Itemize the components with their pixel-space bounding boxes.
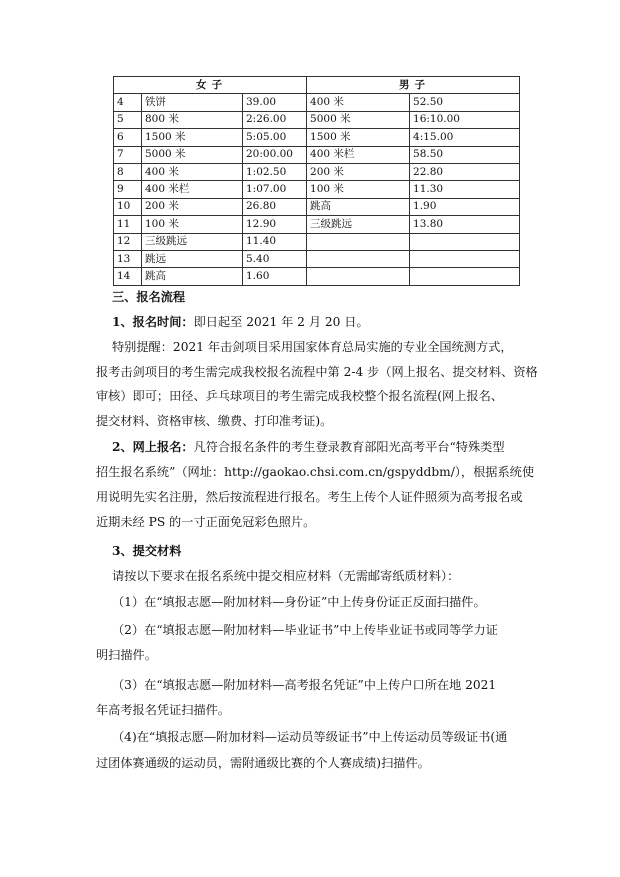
grade-standards-table bbox=[113, 76, 520, 286]
male-event: 100 米 bbox=[307, 181, 410, 198]
table-row bbox=[114, 146, 520, 163]
table-row bbox=[114, 250, 520, 267]
section-heading: 三、报名流程 bbox=[112, 290, 186, 304]
row-number: 13 bbox=[114, 250, 142, 267]
male-score: 16:10.00 bbox=[410, 111, 520, 128]
table-row bbox=[114, 163, 520, 180]
online-registration-label: 2、网上报名： bbox=[112, 440, 194, 454]
material-item-2-line-2: 明扫描件。 bbox=[96, 648, 157, 662]
male-score: 22.80 bbox=[410, 163, 520, 180]
female-score: 2:26.00 bbox=[243, 111, 307, 128]
table-row bbox=[114, 216, 520, 233]
material-item-1: （1）在“填报志愿—附加材料—身份证”中上传身份证正反面扫描件。 bbox=[112, 595, 486, 609]
table-row bbox=[114, 268, 520, 285]
table-row bbox=[114, 94, 520, 111]
male-event bbox=[307, 250, 410, 267]
male-score bbox=[410, 250, 520, 267]
notice-line-4: 提交材料、资格审核、缴费、打印准考证)。 bbox=[96, 414, 333, 428]
male-score: 1.90 bbox=[410, 198, 520, 215]
female-event: 跳高 bbox=[142, 268, 243, 285]
female-event: 铁饼 bbox=[142, 94, 243, 111]
female-event: 200 米 bbox=[142, 198, 243, 215]
female-score: 39.00 bbox=[243, 94, 307, 111]
table-row bbox=[114, 111, 520, 128]
row-number: 8 bbox=[114, 163, 142, 180]
material-item-3-line-1: （3）在“填报志愿—附加材料—高考报名凭证”中上传户口所在地 2021 bbox=[112, 678, 497, 692]
female-event: 1500 米 bbox=[142, 129, 243, 146]
female-score: 1:02.50 bbox=[243, 163, 307, 180]
notice-line-3: 审核）即可；田径、乒乓球项目的考生需完成我校整个报名流程(网上报名、 bbox=[96, 389, 503, 403]
male-event: 5000 米 bbox=[307, 111, 410, 128]
female-event: 400 米 bbox=[142, 163, 243, 180]
male-score: 11.30 bbox=[410, 181, 520, 198]
male-event bbox=[307, 268, 410, 285]
online-registration-line-3: 用说明先实名注册，然后按流程进行报名。考生上传个人证件照须为高考报名或 bbox=[96, 490, 523, 504]
female-event: 5000 米 bbox=[142, 146, 243, 163]
table-row bbox=[114, 129, 520, 146]
registration-time-label: 1、报名时间： bbox=[112, 315, 194, 329]
female-score: 20:00.00 bbox=[243, 146, 307, 163]
material-item-4-line-2: 过团体赛通级的运动员，需附通级比赛的个人赛成绩)扫描件。 bbox=[96, 756, 430, 770]
female-event: 800 米 bbox=[142, 111, 243, 128]
male-event: 400 米 bbox=[307, 94, 410, 111]
female-score: 1:07.00 bbox=[243, 181, 307, 198]
male-score: 58.50 bbox=[410, 146, 520, 163]
male-event: 1500 米 bbox=[307, 129, 410, 146]
female-score: 1.60 bbox=[243, 268, 307, 285]
female-score: 5:05.00 bbox=[243, 129, 307, 146]
notice-line-1: 特别提醒：2021 年击剑项目采用国家体育总局实施的专业全国统测方式， bbox=[112, 340, 513, 354]
male-score: 52.50 bbox=[410, 94, 520, 111]
male-event: 跳高 bbox=[307, 198, 410, 215]
table-header-row bbox=[114, 77, 520, 94]
online-registration-line-2: 招生报名系统”（网址：http://gaokao.chsi.com.cn/gspyddbm/），根据系统使 bbox=[96, 465, 535, 479]
female-score: 26.80 bbox=[243, 198, 307, 215]
table-row bbox=[114, 233, 520, 250]
female-score: 12.90 bbox=[243, 216, 307, 233]
row-number: 6 bbox=[114, 129, 142, 146]
material-item-2-line-1: （2）在“填报志愿—附加材料—毕业证书”中上传毕业证书或同等学力证 bbox=[112, 623, 498, 637]
male-score: 4:15.00 bbox=[410, 129, 520, 146]
female-event: 400 米栏 bbox=[142, 181, 243, 198]
male-score: 13.80 bbox=[410, 216, 520, 233]
online-registration-text-1: 凡符合报名条件的考生登录教育部阳光高考平台“特殊类型 bbox=[193, 440, 505, 454]
female-score: 11.40 bbox=[243, 233, 307, 250]
submit-materials-heading: 3、提交材料 bbox=[112, 544, 182, 558]
male-event: 三级跳远 bbox=[307, 216, 410, 233]
male-event: 200 米 bbox=[307, 163, 410, 180]
female-event: 100 米 bbox=[142, 216, 243, 233]
female-event: 三级跳远 bbox=[142, 233, 243, 250]
female-event: 跳远 bbox=[142, 250, 243, 267]
online-registration-line-4: 近期未经 PS 的一寸正面免冠彩色照片。 bbox=[96, 515, 316, 529]
table-row bbox=[114, 181, 520, 198]
table-row bbox=[114, 198, 520, 215]
registration-time bbox=[112, 315, 369, 329]
male-event bbox=[307, 233, 410, 250]
row-number: 11 bbox=[114, 216, 142, 233]
female-header: 女子 bbox=[114, 77, 307, 94]
material-item-3-line-2: 年高考报名凭证扫描件。 bbox=[96, 703, 231, 717]
female-score: 5.40 bbox=[243, 250, 307, 267]
male-header: 男子 bbox=[307, 77, 520, 94]
row-number: 5 bbox=[114, 111, 142, 128]
submit-materials-intro: 请按以下要求在报名系统中提交相应材料（无需邮寄纸质材料）： bbox=[112, 569, 460, 583]
row-number: 9 bbox=[114, 181, 142, 198]
row-number: 4 bbox=[114, 94, 142, 111]
row-number: 14 bbox=[114, 268, 142, 285]
registration-time-text: 即日起至 2021 年 2 月 20 日。 bbox=[193, 315, 369, 329]
male-score bbox=[410, 268, 520, 285]
male-event: 400 米栏 bbox=[307, 146, 410, 163]
material-item-4-line-1: （4)在“填报志愿—附加材料—运动员等级证书”中上传运动员等级证书(通 bbox=[112, 730, 508, 744]
row-number: 10 bbox=[114, 198, 142, 215]
row-number: 12 bbox=[114, 233, 142, 250]
male-score bbox=[410, 233, 520, 250]
row-number: 7 bbox=[114, 146, 142, 163]
online-registration-line-1 bbox=[112, 440, 505, 454]
notice-line-2: 报考击剑项目的考生需完成我校报名流程中第 2-4 步（网上报名、提交材料、资格 bbox=[96, 365, 538, 379]
